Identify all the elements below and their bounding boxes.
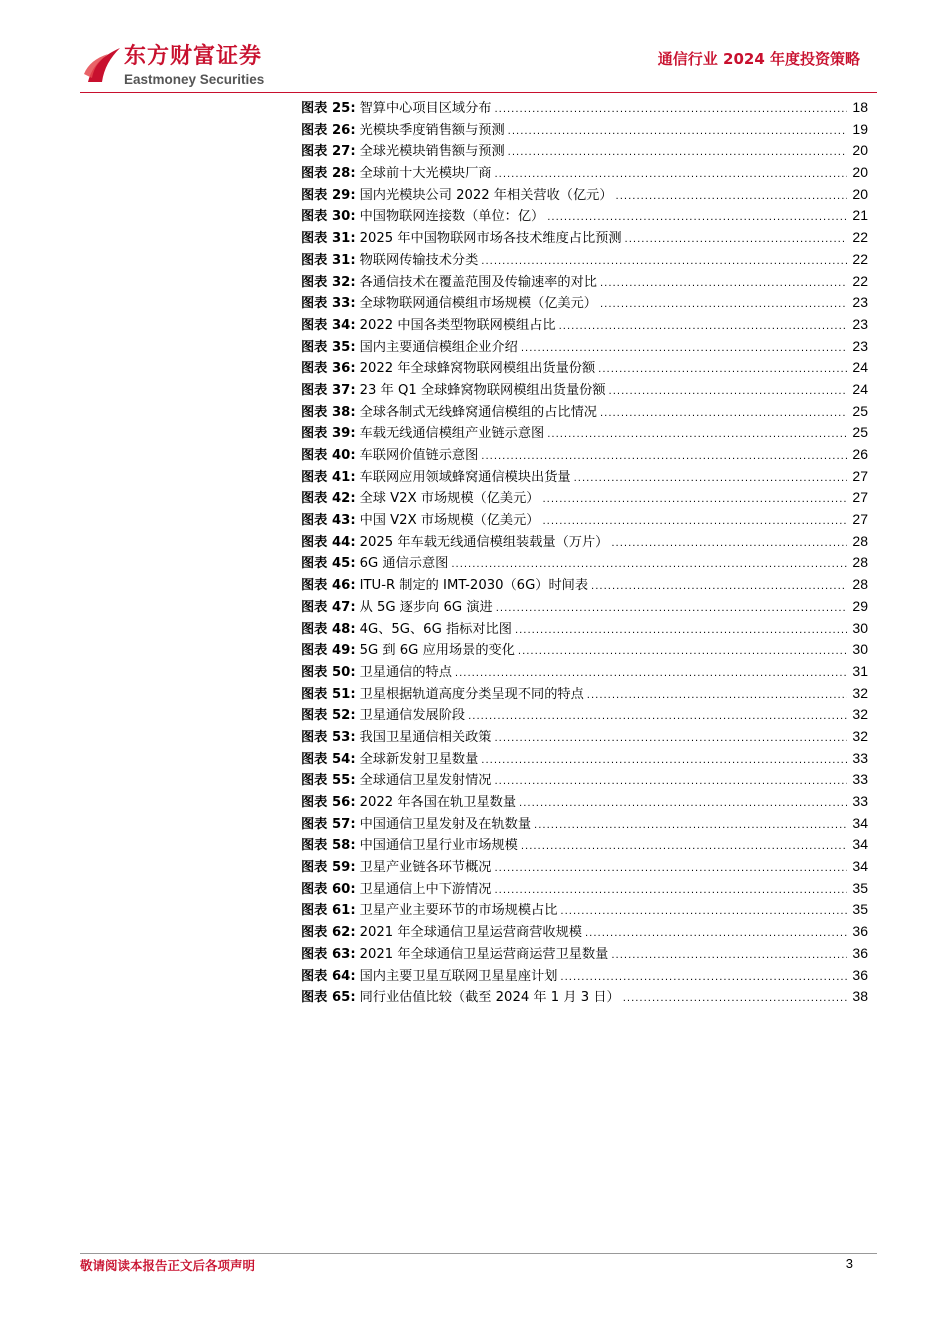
toc-entry-page: 36 (852, 923, 868, 940)
toc-dot-leader (519, 793, 847, 815)
toc-entry-title: 卫星产业主要环节的市场规模占比 (359, 903, 558, 919)
toc-entry[interactable] (301, 531, 868, 553)
toc-entry[interactable] (301, 986, 868, 1008)
toc-entry-title: 卫星通信的特点 (359, 664, 452, 680)
toc-entry-title: 全球物联网通信模组市场规模（亿美元） (359, 296, 597, 312)
toc-entry-label: 图表 29: (301, 187, 356, 203)
toc-entry-page: 35 (852, 901, 868, 918)
toc-entry-label: 图表 45: (301, 556, 356, 572)
toc-dot-leader (494, 99, 847, 121)
toc-entry[interactable] (301, 899, 868, 921)
toc-entry-label: 图表 31: (301, 231, 356, 247)
toc-entry-page: 34 (852, 836, 868, 853)
toc-entry-page: 31 (852, 662, 868, 679)
toc-entry-page: 20 (852, 164, 868, 181)
toc-entry-label: 图表 48: (301, 621, 356, 637)
toc-entry-title: 国内主要通信模组企业介绍 (359, 339, 518, 355)
toc-entry-label: 图表 40: (301, 448, 356, 463)
toc-entry-page: 27 (852, 511, 868, 528)
toc-dot-leader (455, 663, 847, 685)
toc-entry[interactable] (301, 813, 868, 835)
toc-entry-label: 图表 50: (301, 664, 356, 680)
toc-dot-leader (547, 424, 847, 446)
logo-chinese-name: 东方财富证券 (124, 44, 263, 69)
toc-dot-leader (481, 251, 847, 273)
toc-entry-page: 23 (852, 315, 868, 332)
toc-entry-title: 23 年 Q1 全球蜂窝物联网模组出货量份额 (359, 382, 606, 398)
toc-entry-label: 图表 57: (301, 816, 356, 832)
toc-entry-label: 图表 30: (301, 209, 356, 225)
toc-entry-page: 32 (852, 684, 868, 701)
toc-entry-page: 30 (852, 619, 868, 636)
toc-entry-title: 5G 到 6G 应用场景的变化 (359, 643, 515, 659)
toc-entry-title: 各通信技术在覆盖范围及传输速率的对比 (359, 274, 597, 290)
toc-entry-page: 19 (852, 120, 868, 137)
toc-entry-label: 图表 46: (301, 578, 356, 594)
toc-dot-leader (494, 880, 847, 902)
toc-entry[interactable] (301, 292, 868, 314)
toc-entry[interactable] (301, 704, 868, 726)
toc-entry[interactable] (301, 227, 868, 249)
toc-entry-label: 图表 65: (301, 990, 356, 1006)
toc-entry-label: 图表 44: (301, 534, 356, 550)
toc-dot-leader (521, 836, 847, 858)
toc-entry-label: 图表 42: (301, 491, 356, 507)
toc-entry[interactable] (301, 162, 868, 184)
toc-dot-leader (616, 186, 847, 208)
toc-dot-leader (611, 533, 847, 555)
toc-entry-label: 图表 35: (301, 339, 356, 355)
toc-entry-label: 图表 52: (301, 708, 356, 724)
toc-entry-page: 36 (852, 944, 868, 961)
toc-entry[interactable] (301, 596, 868, 618)
toc-entry-label: 图表 51: (301, 686, 356, 702)
toc-entry[interactable] (301, 184, 868, 206)
toc-dot-leader (574, 468, 847, 490)
toc-entry-title: 全球新发射卫星数量 (359, 751, 479, 767)
logo-english-name: Eastmoney Securities (124, 72, 265, 87)
toc-entry[interactable] (301, 726, 868, 748)
toc-entry-page: 21 (852, 207, 868, 224)
toc-entry-page: 25 (852, 402, 868, 419)
toc-dot-leader (494, 728, 847, 750)
toc-entry[interactable] (301, 552, 868, 574)
toc-entry-title: 2022 年各国在轨卫星数量 (359, 795, 517, 810)
toc-entry-page: 35 (852, 879, 868, 896)
toc-entry-label: 图表 36: (301, 361, 356, 377)
toc-entry-label: 图表 64: (301, 968, 356, 984)
toc-entry-title: 2025 年车载无线通信模组装载量（万片） (359, 534, 609, 550)
toc-entry-page: 24 (852, 359, 868, 376)
toc-entry-title: 卫星产业链各环节概况 (359, 860, 492, 876)
toc-entry-title: 中国通信卫星发射及在轨数量 (359, 816, 532, 832)
toc-dot-leader (623, 988, 847, 1010)
toc-entry-page: 20 (852, 142, 868, 159)
toc-entry[interactable] (301, 639, 868, 661)
toc-entry-page: 28 (852, 576, 868, 593)
toc-entry-label: 图表 32: (301, 274, 356, 290)
toc-entry-page: 18 (852, 99, 868, 115)
toc-entry-title: 4G、5G、6G 指标对比图 (359, 621, 512, 637)
toc-entry[interactable] (301, 878, 868, 900)
toc-entry-title: 全球各制式无线蜂窝通信模组的占比情况 (359, 404, 597, 420)
toc-entry-label: 图表 54: (301, 751, 356, 767)
toc-entry-page: 27 (852, 489, 868, 506)
toc-entry-page: 22 (852, 250, 868, 267)
toc-entry-page: 29 (852, 597, 868, 614)
toc-entry-title: 我国卫星通信相关政策 (359, 729, 492, 745)
toc-entry-label: 图表 31: (301, 252, 356, 268)
toc-entry-label: 图表 59: (301, 860, 356, 876)
toc-entry-page: 32 (852, 727, 868, 744)
toc-entry[interactable] (301, 140, 868, 162)
toc-entry-title: 同行业估值比较（截至 2024 年 1 月 3 日） (359, 990, 620, 1006)
toc-dot-leader (609, 381, 847, 403)
toc-dot-leader (481, 750, 847, 772)
toc-entry[interactable] (301, 271, 868, 293)
toc-dot-leader (468, 706, 847, 728)
toc-entry-title: 智算中心项目区域分布 (359, 101, 492, 116)
toc-dot-leader (559, 316, 847, 338)
toc-dot-leader (451, 554, 847, 576)
toc-entry-page: 33 (852, 771, 868, 788)
toc-entry-title: 中国物联网连接数（单位：亿） (359, 209, 545, 225)
toc-dot-leader (543, 511, 848, 533)
toc-entry-title: 物联网传输技术分类 (359, 252, 479, 268)
toc-dot-leader (600, 294, 847, 316)
toc-entry-label: 图表 53: (301, 729, 356, 745)
toc-entry-page: 32 (852, 706, 868, 723)
toc-entry-page: 33 (852, 793, 868, 809)
toc-dot-leader (611, 945, 847, 967)
toc-entry-label: 图表 61: (301, 903, 356, 919)
toc-entry-title: 全球通信卫星发射情况 (359, 773, 492, 789)
toc-entry-title: 车联网应用领域蜂窝通信模块出货量 (359, 469, 571, 485)
toc-entry-title: ITU-R 制定的 IMT-2030（6G）时间表 (359, 578, 589, 594)
toc-entry-label: 图表 26: (301, 122, 356, 138)
toc-entry-title: 全球前十大光模块厂商 (359, 166, 492, 182)
toc-entry[interactable] (301, 509, 868, 531)
report-title: 通信行业 2024 年度投资策略 (657, 50, 860, 68)
toc-dot-leader (494, 771, 847, 793)
footer-divider (80, 1253, 877, 1254)
toc-entry-page: 23 (852, 294, 868, 311)
toc-entry-label: 图表 38: (301, 404, 356, 420)
toc-entry[interactable] (301, 618, 868, 640)
toc-entry-label: 图表 27: (301, 144, 356, 160)
toc-entry-label: 图表 62: (301, 925, 356, 941)
toc-entry-title: 全球 V2X 市场规模（亿美元） (359, 491, 540, 507)
toc-entry-title: 国内主要卫星互联网卫星星座计划 (359, 968, 558, 984)
header-divider (80, 92, 877, 93)
toc-dot-leader (598, 359, 847, 381)
toc-dot-leader (585, 923, 847, 945)
toc-entry[interactable] (301, 683, 868, 705)
toc-entry[interactable] (301, 336, 868, 358)
toc-entry[interactable] (301, 314, 868, 336)
toc-dot-leader (481, 446, 847, 468)
toc-entry-title: 2022 中国各类型物联网模组占比 (359, 317, 556, 333)
toc-dot-leader (560, 967, 847, 989)
toc-entry[interactable] (301, 401, 868, 423)
toc-entry-title: 车载无线通信模组产业链示意图 (359, 426, 545, 442)
toc-dot-leader (625, 229, 847, 251)
toc-entry-label: 图表 56: (301, 795, 356, 810)
toc-entry-label: 图表 37: (301, 382, 356, 398)
toc-entry-title: 国内光模块公司 2022 年相关营收（亿元） (359, 187, 613, 203)
toc-entry-page: 28 (852, 532, 868, 549)
eastmoney-logo-icon (82, 44, 124, 86)
toc-dot-leader (518, 641, 847, 663)
toc-entry-title: 卫星根据轨道高度分类呈现不同的特点 (359, 686, 584, 702)
toc-entry-page: 27 (852, 467, 868, 484)
toc-dot-leader (587, 685, 847, 707)
toc-dot-leader (560, 901, 847, 923)
table-of-figures (301, 97, 868, 1008)
toc-dot-leader (543, 489, 848, 511)
page-header (0, 0, 950, 100)
toc-entry-label: 图表 34: (301, 317, 356, 333)
toc-entry-label: 图表 41: (301, 469, 356, 485)
toc-entry[interactable] (301, 466, 868, 488)
toc-entry[interactable] (301, 249, 868, 271)
toc-entry[interactable] (301, 97, 868, 119)
toc-entry-title: 2025 年中国物联网市场各技术维度占比预测 (359, 231, 622, 247)
toc-entry-title: 卫星通信上中下游情况 (359, 881, 492, 897)
toc-entry-page: 36 (852, 966, 868, 983)
toc-entry-page: 38 (852, 988, 868, 1005)
toc-entry[interactable] (301, 769, 868, 791)
toc-entry-title: 中国 V2X 市场规模（亿美元） (359, 513, 540, 529)
toc-entry-title: 从 5G 逐步向 6G 演进 (359, 599, 493, 615)
toc-entry-title: 卫星通信发展阶段 (359, 708, 466, 724)
toc-entry-page: 24 (852, 380, 868, 397)
toc-entry[interactable] (301, 119, 868, 141)
toc-entry-label: 图表 25: (301, 101, 356, 116)
toc-entry-page: 34 (852, 858, 868, 875)
toc-entry-label: 图表 60: (301, 881, 356, 897)
toc-entry[interactable] (301, 943, 868, 965)
toc-entry-title: 光模块季度销售额与预测 (359, 122, 505, 138)
toc-entry-title: 2021 年全球通信卫星运营商营收规模 (359, 925, 582, 941)
toc-dot-leader (508, 142, 847, 164)
toc-entry[interactable] (301, 357, 868, 379)
toc-entry-title: 6G 通信示意图 (359, 556, 449, 572)
toc-entry[interactable] (301, 834, 868, 856)
toc-entry-label: 图表 58: (301, 838, 356, 854)
toc-entry-label: 图表 33: (301, 296, 356, 312)
toc-entry-page: 25 (852, 424, 868, 441)
toc-entry-title: 2021 年全球通信卫星运营商运营卫星数量 (359, 946, 609, 962)
toc-entry[interactable] (301, 791, 868, 813)
toc-entry[interactable] (301, 205, 868, 227)
toc-entry-page: 28 (852, 554, 868, 571)
toc-entry-label: 图表 28: (301, 166, 356, 182)
toc-entry-label: 图表 63: (301, 946, 356, 962)
toc-entry[interactable] (301, 921, 868, 943)
toc-dot-leader (600, 273, 847, 295)
toc-dot-leader (600, 403, 847, 425)
toc-entry-title: 全球光模块销售额与预测 (359, 144, 505, 160)
toc-entry[interactable] (301, 661, 868, 683)
toc-entry-title: 2022 年全球蜂窝物联网模组出货量份额 (359, 361, 596, 377)
toc-entry[interactable] (301, 487, 868, 509)
toc-entry-page: 22 (852, 272, 868, 289)
toc-entry[interactable] (301, 422, 868, 444)
toc-entry-page: 23 (852, 337, 868, 354)
toc-entry-page: 20 (852, 185, 868, 202)
toc-entry-label: 图表 43: (301, 513, 356, 529)
toc-dot-leader (591, 576, 847, 598)
toc-entry-label: 图表 55: (301, 773, 356, 789)
toc-entry-page: 26 (852, 446, 868, 462)
toc-entry-page: 33 (852, 749, 868, 766)
toc-entry-page: 30 (852, 641, 868, 658)
toc-entry-label: 图表 47: (301, 599, 356, 615)
toc-entry[interactable] (301, 748, 868, 770)
toc-dot-leader (534, 815, 847, 837)
toc-dot-leader (508, 121, 847, 143)
toc-entry-page: 34 (852, 814, 868, 831)
footer-disclaimer: 敬请阅读本报告正文后各项声明 (80, 1258, 256, 1273)
toc-entry-page: 22 (852, 229, 868, 246)
toc-entry-label: 图表 39: (301, 426, 356, 442)
toc-entry[interactable] (301, 965, 868, 987)
toc-dot-leader (494, 858, 847, 880)
toc-dot-leader (496, 598, 847, 620)
toc-entry-label: 图表 49: (301, 643, 356, 659)
toc-dot-leader (521, 338, 847, 360)
toc-dot-leader (547, 207, 847, 229)
toc-entry-title: 车联网价值链示意图 (359, 448, 479, 463)
toc-entry[interactable] (301, 574, 868, 596)
toc-entry[interactable] (301, 444, 868, 466)
toc-entry-title: 中国通信卫星行业市场规模 (359, 838, 518, 854)
toc-dot-leader (494, 164, 847, 186)
toc-entry[interactable] (301, 856, 868, 878)
toc-dot-leader (515, 620, 847, 642)
toc-entry[interactable] (301, 379, 868, 401)
page-number: 3 (845, 1256, 853, 1271)
